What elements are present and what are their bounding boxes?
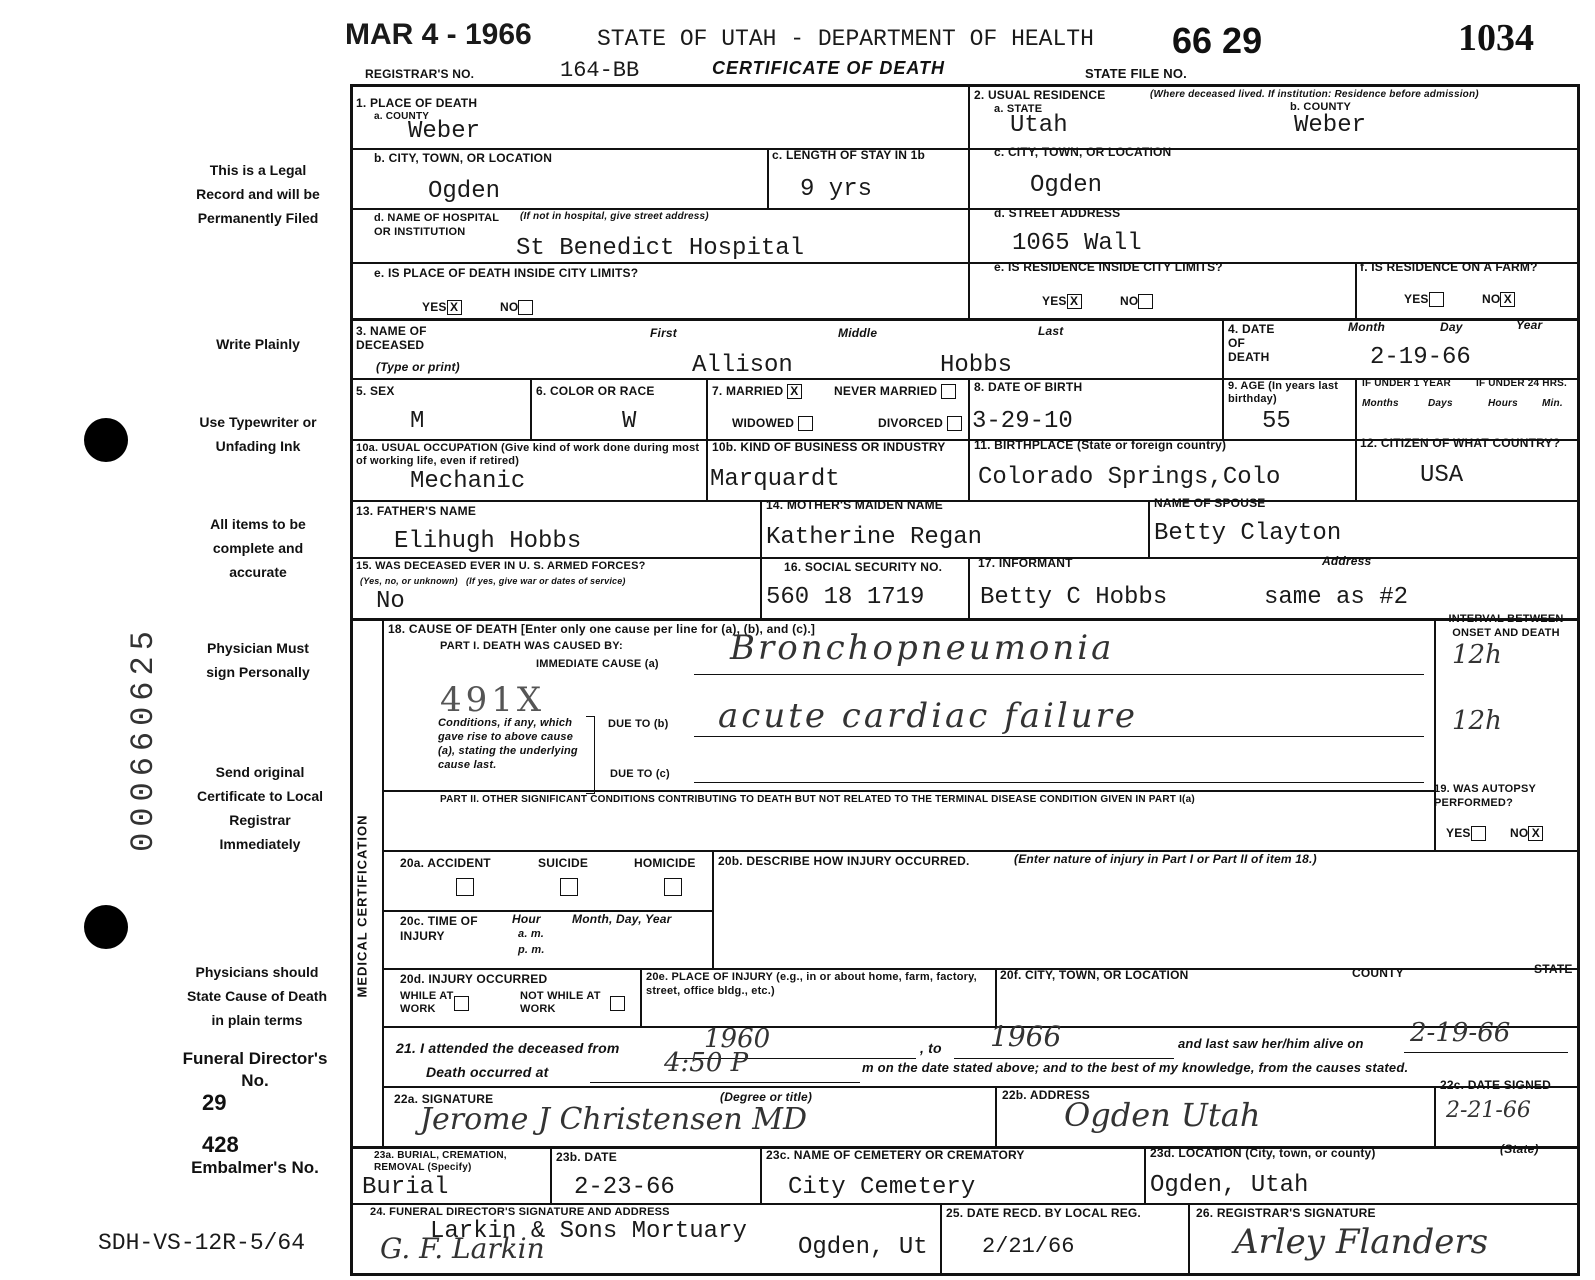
- date-signed: 2-21-66: [1446, 1098, 1531, 1123]
- state-code: 66 29: [1172, 20, 1263, 61]
- burial-location-label: 23d. LOCATION (City, town, or county): [1150, 1146, 1376, 1160]
- immediate-label: IMMEDIATE CAUSE (a): [536, 658, 659, 670]
- file-number: 1034: [1458, 17, 1534, 59]
- death-occurred-label: Death occurred at: [426, 1064, 549, 1080]
- form-id: SDH-VS-12R-5/64: [98, 1230, 306, 1256]
- burial-type-label: 23a. BURIAL, CREMATION, REMOVAL (Specify): [374, 1150, 507, 1173]
- res-street: 1065 Wall: [1012, 230, 1142, 257]
- plain-terms-note: Physicians should State Cause of Death in plain terms: [186, 964, 328, 1028]
- interval-a: 12h: [1452, 640, 1502, 670]
- residence-label: 2. USUAL RESIDENCE: [974, 88, 1106, 102]
- registrar-no-label: REGISTRAR'S NO.: [365, 67, 475, 81]
- send-original-note: Send original Certificate to Local Registrar Immediately: [196, 764, 324, 852]
- pod-limits-yes-checkbox[interactable]: X: [447, 300, 462, 315]
- while-at-work-checkbox[interactable]: [454, 996, 469, 1011]
- due-b-label: DUE TO (b): [608, 718, 669, 730]
- suicide-checkbox[interactable]: [560, 878, 578, 896]
- immediate-cause: Bronchopneumonia: [730, 628, 1115, 668]
- complete-note: All items to be complete and accurate: [210, 516, 306, 580]
- dod-year-label: Year: [1516, 318, 1543, 332]
- farm-no-checkbox[interactable]: X: [1500, 292, 1515, 307]
- punch-hole-top: [84, 418, 128, 462]
- autopsy-no: NO X: [1510, 826, 1543, 841]
- interval-label: INTERVAL BETWEEN ONSET AND DEATH: [1448, 613, 1564, 639]
- pod-county-label: a. COUNTY: [374, 111, 430, 122]
- married-option: 7. MARRIED X: [712, 384, 802, 399]
- never-married-option: NEVER MARRIED: [834, 384, 956, 399]
- attended-from-label: 21. I attended the deceased from: [396, 1040, 620, 1056]
- degree-label: (Degree or title): [720, 1090, 813, 1104]
- typewriter-note: Use Typewriter or Unfading Ink: [199, 414, 317, 454]
- pod-limits-yes: YES X: [422, 300, 462, 315]
- middle-label: Middle: [838, 326, 878, 340]
- date-recd: 2/21/66: [982, 1234, 1075, 1259]
- burial-date: 2-23-66: [574, 1174, 675, 1201]
- physician-signature: Jerome J Christensen MD: [420, 1102, 807, 1137]
- res-city: Ogden: [1030, 172, 1103, 199]
- agency-name: STATE OF UTAH - DEPARTMENT OF HEALTH: [597, 26, 1094, 52]
- autopsy-label: 19. WAS AUTOPSY PERFORMED?: [1434, 783, 1536, 809]
- part2-label: PART II. OTHER SIGNIFICANT CONDITIONS CONTRIBUTING TO DEATH BUT NOT RELATED TO THE TERMINAL DISEASE CONDITION GIVEN IN PART I(a): [440, 794, 1195, 805]
- res-limits-yes-checkbox[interactable]: X: [1067, 294, 1082, 309]
- embalmer-no: 428: [202, 1132, 239, 1157]
- not-while-at-work-checkbox[interactable]: [610, 996, 625, 1011]
- not-while-at-work: NOT WHILE AT WORK: [520, 990, 625, 1016]
- res-limits-no-checkbox[interactable]: [1138, 294, 1153, 309]
- place-of-injury-label: 20e. PLACE OF INJURY (e.g., in or about home, farm, factory, street, office bldg., etc.): [646, 971, 977, 997]
- informant-address-label: Address: [1322, 554, 1372, 568]
- signature-label: 22a. SIGNATURE: [394, 1092, 494, 1106]
- attended-from: 1960: [704, 1024, 771, 1054]
- pm-label: p. m.: [518, 944, 545, 956]
- father-name: Elihugh Hobbs: [394, 528, 582, 555]
- homicide-label: HOMICIDE: [634, 856, 696, 870]
- date-signed-label: 22c. DATE SIGNED: [1440, 1078, 1552, 1092]
- sex-value: M: [410, 408, 425, 435]
- last-saw-label: and last saw her/him alive on: [1178, 1036, 1364, 1051]
- funeral-director-signature: G. F. Larkin: [380, 1232, 545, 1265]
- hours-label: Hours: [1488, 398, 1518, 409]
- sex-label: 5. SEX: [356, 384, 395, 398]
- cemetery-label: 23c. NAME OF CEMETERY OR CREMATORY: [766, 1148, 1025, 1162]
- funeral-home: Larkin & Sons Mortuary: [430, 1218, 747, 1245]
- mdy-label: Month, Day, Year: [572, 912, 672, 926]
- death-time: 4:50 P: [664, 1048, 749, 1078]
- stay-label: c. LENGTH OF STAY IN 1b: [772, 148, 926, 162]
- res-limits-label: e. IS RESIDENCE INSIDE CITY LIMITS?: [994, 260, 1223, 274]
- autopsy-no-checkbox[interactable]: X: [1528, 826, 1543, 841]
- diagnosis-code: 491X: [440, 680, 546, 720]
- date-recd-label: 25. DATE RECD. BY LOCAL REG.: [946, 1206, 1141, 1220]
- res-county: Weber: [1294, 112, 1367, 139]
- never-married-checkbox[interactable]: [941, 384, 956, 399]
- due-b-cause: acute cardiac failure: [718, 696, 1138, 736]
- name-label: 3. NAME OF DECEASED: [356, 324, 427, 352]
- legal-record-note: This is a Legal Record and will be Permanently Filed: [196, 162, 320, 226]
- place-of-death-label: 1. PLACE OF DEATH: [356, 96, 478, 110]
- dod-month-label: Month: [1348, 320, 1385, 334]
- business: Marquardt: [710, 466, 840, 493]
- farm-no: NO X: [1482, 292, 1515, 307]
- hospital-note: (If not in hospital, give street address): [520, 211, 709, 222]
- citizen: USA: [1420, 462, 1464, 489]
- birthplace-label: 11. BIRTHPLACE (State or foreign country): [974, 438, 1227, 452]
- armed-forces-note: (Yes, no, or unknown) (If yes, give war or dates of service): [360, 576, 626, 586]
- conditions-note: Conditions, if any, which gave rise to above cause (a), stating the underlying cause last.: [438, 717, 578, 771]
- months-label: Months: [1362, 398, 1399, 409]
- while-at-work: WHILE AT WORK: [400, 990, 469, 1016]
- stay-value: 9 yrs: [800, 176, 873, 203]
- ssn: 560 18 1719: [766, 584, 925, 611]
- injury-county-label: COUNTY: [1352, 966, 1404, 980]
- injury-state-label: STATE: [1534, 962, 1573, 976]
- last-name: Hobbs: [940, 352, 1013, 379]
- mother-name: Katherine Regan: [766, 524, 983, 551]
- widowed-option: WIDOWED: [732, 416, 813, 431]
- father-label: 13. FATHER'S NAME: [356, 504, 477, 518]
- pod-city: Ogden: [428, 178, 501, 205]
- pod-county: Weber: [408, 118, 481, 145]
- informant-address: same as #2: [1264, 584, 1409, 611]
- registrar-signature-label: 26. REGISTRAR'S SIGNATURE: [1196, 1206, 1376, 1220]
- pod-limits-label: e. IS PLACE OF DEATH INSIDE CITY LIMITS?: [374, 266, 639, 280]
- am-label: a. m.: [518, 928, 545, 940]
- stated-label: m on the date stated above; and to the best of my knowledge, from the causes stated.: [862, 1060, 1409, 1075]
- embalmer-label: Embalmer's No.: [191, 1158, 319, 1177]
- res-state: Utah: [1010, 112, 1068, 139]
- describe-injury-label: 20b. DESCRIBE HOW INJURY OCCURRED.: [718, 854, 970, 868]
- autopsy-yes: YES: [1446, 826, 1486, 841]
- interval-b: 12h: [1452, 706, 1502, 736]
- residence-note: (Where deceased lived. If institution: Residence before admission): [1150, 89, 1479, 100]
- under24-label: IF UNDER 24 HRS.: [1476, 378, 1567, 389]
- describe-injury-note: (Enter nature of injury in Part I or Part II of item 18.): [1014, 852, 1317, 866]
- spouse-label: NAME OF SPOUSE: [1154, 496, 1266, 510]
- date-of-birth: 3-29-10: [972, 408, 1073, 435]
- pod-limits-no: NO: [500, 300, 533, 315]
- burial-date-label: 23b. DATE: [556, 1150, 617, 1164]
- informant-label: 17. INFORMANT: [978, 556, 1073, 570]
- res-county-label: b. COUNTY: [1290, 101, 1352, 113]
- informant: Betty C Hobbs: [980, 584, 1168, 611]
- last-saw-date: 2-19-66: [1410, 1018, 1511, 1048]
- physician-sign-note: Physician Must sign Personally: [206, 640, 310, 680]
- last-label: Last: [1038, 324, 1064, 338]
- funeral-director-label: Funeral Director's No.: [182, 1049, 328, 1090]
- pod-limits-no-checkbox[interactable]: [518, 300, 533, 315]
- res-limits-no: NO: [1120, 294, 1153, 309]
- divorced-checkbox[interactable]: [947, 416, 962, 431]
- registrar-no: 164-BB: [560, 58, 640, 83]
- suicide-label: SUICIDE: [538, 856, 589, 870]
- accident-label: 20a. ACCIDENT: [400, 856, 491, 870]
- accident-checkbox[interactable]: [456, 878, 474, 896]
- under1-label: IF UNDER 1 YEAR: [1362, 378, 1451, 389]
- burial-location: Ogden, Utah: [1150, 1172, 1309, 1199]
- married-checkbox[interactable]: X: [787, 384, 802, 399]
- first-label: First: [650, 326, 678, 340]
- funeral-director-sig-label: 24. FUNERAL DIRECTOR'S SIGNATURE AND ADDRESS: [370, 1206, 670, 1218]
- mother-label: 14. MOTHER'S MAIDEN NAME: [766, 498, 944, 512]
- armed-forces: No: [376, 588, 405, 615]
- registrar-signature: Arley Flanders: [1234, 1222, 1489, 1262]
- funeral-home-city: Ogden, Ut: [798, 1234, 928, 1261]
- occupation: Mechanic: [410, 468, 526, 495]
- birthplace: Colorado Springs,Colo: [978, 464, 1281, 491]
- race-value: W: [622, 408, 637, 435]
- farm-label: f. IS RESIDENCE ON A FARM?: [1360, 260, 1538, 274]
- attended-to-label: , to: [920, 1040, 942, 1056]
- dod-day-label: Day: [1440, 320, 1463, 334]
- days-label: Days: [1428, 398, 1453, 409]
- cemetery: City Cemetery: [788, 1174, 976, 1201]
- age-value: 55: [1262, 408, 1291, 435]
- date-of-death: 2-19-66: [1370, 344, 1471, 371]
- serial-number: 000660625: [124, 625, 162, 852]
- business-label: 10b. KIND OF BUSINESS OR INDUSTRY: [712, 440, 946, 454]
- divorced-option: DIVORCED: [878, 416, 962, 431]
- burial-state-note: (State): [1500, 1142, 1539, 1156]
- res-state-label: a. STATE: [994, 103, 1043, 115]
- farm-yes: YES: [1404, 292, 1444, 307]
- physician-address-label: 22b. ADDRESS: [1002, 1088, 1090, 1102]
- ssn-label: 16. SOCIAL SECURITY NO.: [784, 560, 943, 574]
- time-of-injury-label: 20c. TIME OF INJURY: [400, 914, 478, 943]
- age-label: 9. AGE (In years last birthday): [1228, 380, 1339, 405]
- part1-label: PART I. DEATH WAS CAUSED BY:: [440, 640, 623, 652]
- race-label: 6. COLOR OR RACE: [536, 384, 655, 398]
- hospital-label: d. NAME OF HOSPITAL OR INSTITUTION: [374, 212, 500, 238]
- due-c-label: DUE TO (c): [610, 768, 670, 780]
- res-city-label: c. CITY, TOWN, OR LOCATION: [994, 145, 1172, 159]
- autopsy-yes-checkbox[interactable]: [1471, 826, 1486, 841]
- state-file-label: STATE FILE NO.: [1085, 66, 1187, 81]
- farm-yes-checkbox[interactable]: [1429, 292, 1444, 307]
- write-plainly-note: Write Plainly: [216, 336, 300, 352]
- cause-label: 18. CAUSE OF DEATH [Enter only one cause per line for (a), (b), and (c).]: [388, 622, 816, 636]
- punch-hole-bottom: [84, 905, 128, 949]
- hour-label: Hour: [512, 912, 541, 926]
- res-street-label: d. STREET ADDRESS: [994, 206, 1121, 220]
- name-note: (Type or print): [376, 360, 460, 374]
- injury-city-label: 20f. CITY, TOWN, OR LOCATION: [1000, 968, 1189, 982]
- widowed-checkbox[interactable]: [798, 416, 813, 431]
- first-name: Allison: [692, 352, 793, 379]
- min-label: Min.: [1542, 398, 1563, 409]
- medical-certification-label: MEDICAL CERTIFICATION: [354, 814, 370, 998]
- citizen-label: 12. CITIZEN OF WHAT COUNTRY?: [1360, 436, 1561, 450]
- physician-address: Ogden Utah: [1064, 1096, 1261, 1134]
- spouse-name: Betty Clayton: [1154, 520, 1342, 547]
- homicide-checkbox[interactable]: [664, 878, 682, 896]
- occupation-label: 10a. USUAL OCCUPATION (Give kind of work done during most of working life, even if retired): [356, 442, 700, 467]
- certificate-title: CERTIFICATE OF DEATH: [712, 58, 945, 78]
- res-limits-yes: YES X: [1042, 294, 1082, 309]
- armed-forces-label: 15. WAS DECEASED EVER IN U. S. ARMED FORCES?: [356, 560, 646, 572]
- burial-type: Burial: [362, 1174, 449, 1201]
- funeral-director-no: 29: [202, 1090, 227, 1115]
- stamp-date: MAR 4 - 1966: [345, 18, 532, 51]
- dod-label: 4. DATE OF DEATH: [1228, 322, 1275, 364]
- attended-to: 1966: [990, 1020, 1062, 1053]
- injury-occurred-label: 20d. INJURY OCCURRED: [400, 972, 548, 986]
- dob-label: 8. DATE OF BIRTH: [974, 380, 1083, 394]
- hospital-name: St Benedict Hospital: [516, 235, 805, 262]
- pod-city-label: b. CITY, TOWN, OR LOCATION: [374, 151, 553, 165]
